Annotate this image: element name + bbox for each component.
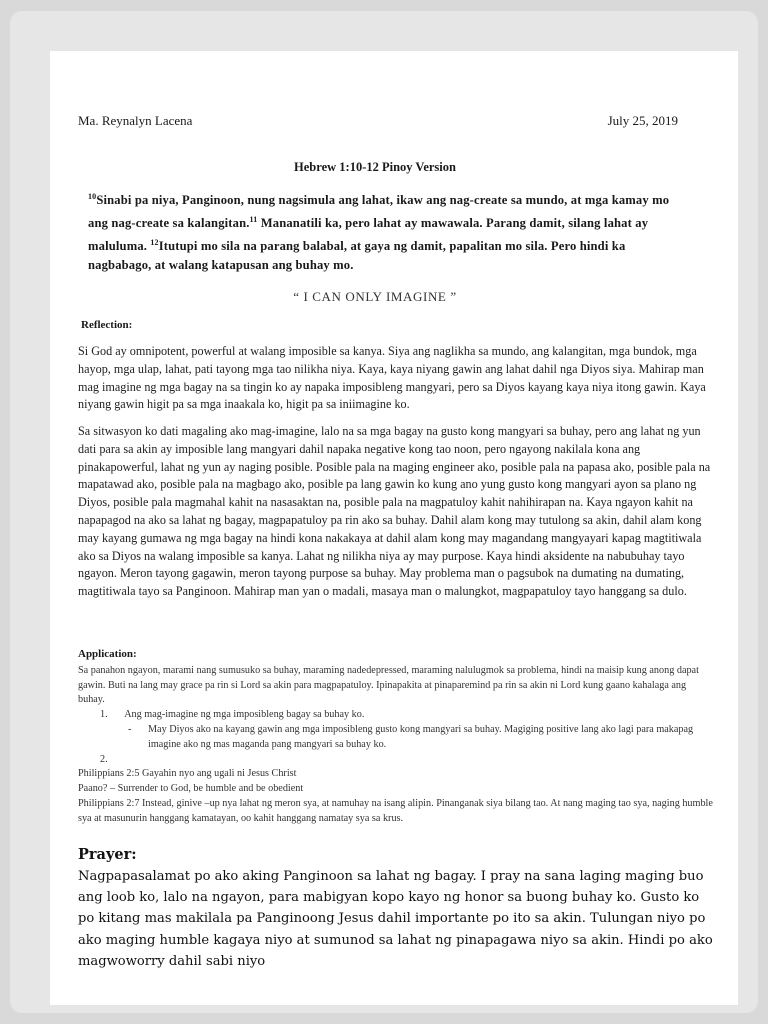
sub-item-text: May Diyos ako na kayang gawin ang mga imposibleng gusto kong mangyari sa buhay. Magiging positive lang ako lagi para makapag imagine ako ng mas maganda pang mangyari sa buhay ko. (148, 724, 694, 750)
document-date: July 25, 2019 (607, 113, 678, 128)
reflection-paragraph-1: Si God ay omnipotent, powerful at walang imposible sa kanya. Siya ang naglikha sa mundo, ang kalangitan, mga bundok, mga hayop, mga ulap, lahat, pati tayong mga tao nilikha niya. Kaya, kaya niyang gawin ang lahat dahil nga Diyos siya. Mahirap man mag imagine ng mga bagay na sa tingin ko ay napaka imposibleng mangyari, pero sa Diyos kayang kaya niya itong gawin. Kaya niyang gawin higit pa sa mga inaakala ko, higit pa sa iniimagine ko. (78, 344, 706, 412)
verse-title: Hebrew 1:10-12 Pinoy Version (294, 160, 456, 174)
verse-number-11: 11 (249, 215, 258, 224)
application-label: Application: (78, 648, 137, 660)
verse-10: Sinabi pa niya, Panginoon, nung nagsimula ang lahat, ikaw ang nag-create sa mundo, at mga kamay mo ang nag-create sa kalangitan. (88, 193, 670, 230)
list-item-text: Ang mag-imagine ng mga imposibleng bagay sa buhay ko. (124, 709, 365, 720)
prayer-label: Prayer: (78, 846, 137, 863)
application-item-2: 2. (100, 754, 108, 765)
document-frame (10, 11, 758, 1013)
list-dash: - (128, 724, 132, 735)
philippians-2-7: Philippians 2:7 Instead, ginive –up nya lahat ng meron sya, at namuhay na isang alipin. Pinanganak siya bilang tao. At nang maging tao sya, naging humble sya at masunurin hanggang kamatayan, oo kahit hanggang namatay sya sa krus. (78, 798, 713, 824)
document-page (50, 51, 738, 1005)
reflection-label: Reflection: (81, 319, 133, 331)
song-title: “ I CAN ONLY IMAGINE ” (293, 289, 457, 304)
verse-text (88, 187, 682, 275)
verse-number-12: 12 (150, 238, 159, 247)
philippians-2-5: Philippians 2:5 Gayahin nyo ang ugali ni Jesus Christ (78, 768, 297, 779)
paano-line: Paano? – Surrender to God, be humble and be obedient (78, 783, 304, 794)
author-name: Ma. Reynalyn Lacena (78, 113, 193, 128)
verse-number-10: 10 (88, 192, 97, 201)
application-intro: Sa panahon ngayon, marami nang sumusuko sa buhay, maraming nadedepressed, maraming nalulugmok sa problema, hindi na maisip kung anong dapat gawin. Buti na lang may grace pa rin si Lord sa akin para magpapatuloy. Ipinapakita at pinaparemind pa rin sa akin ni Lord kung gaano kahalaga ang buhay. (78, 665, 699, 706)
header-row (78, 113, 678, 129)
verse-12: Itutupi mo sila na parang balabal, at gaya ng damit, papalitan mo sila. Pero hindi ka nagbabago, at walang katapusan ang buhay mo. (88, 239, 626, 272)
verse-11: Mananatili ka, pero lahat ay mawawala. Parang damit, silang lahat ay maluluma. (88, 216, 649, 253)
reflection-paragraph-2: Sa sitwasyon ko dati magaling ako mag-imagine, lalo na sa mga bagay na gusto kong mangyari sa buhay, pero ang lahat ng yun dati para sa akin ay imposible lang mangyari dahil napaka negative kong tao noon, pero ngayong nakilala kona ang pinakapowerful, lahat ng yun ay naging posible. Posible pala na maging engineer ako, posible pala na papasa ako, posible pala na mapatawad ako, posible pala na magbago ako, posible pa lang gawin ko kung ano yung gusto kong mangyari ayon sa plano ng Diyos, posible pala magmahal kahit na nasasaktan na, posible pala na magpatuloy kahit nahihirapan na. Kaya ngayon kahit na napapagod na ako sa lahat ng bagay, magpapatuloy pa rin ako sa buhay. Dahil alam kong may tutulong sa akin, dahil alam kong may kayang gumawa ng mga bagay na hindi kona nakakaya at dahil alam kong may magandang mangyayari kapag magtitiwala ako sa Diyos na walang imposible sa kanya. Lahat ng nilikha niya ay may purpose. Kaya hindi aksidente na nabubuhay tayo ngayon. Meron tayong gagawin, meron tayong purpose sa buhay. May problema man o pagsubok na dumating na dumating, magtitiwala tayo sa Panginoon. Mahirap man yan o madali, masaya man o malungkot, magpapatuloy tayo hanggang sa dulo. (78, 424, 711, 599)
prayer-text: Nagpapasalamat po ako aking Panginoon sa lahat ng bagay. I pray na sana laging maging buo ang loob ko, lalo na ngayon, para mabigyan kopo kayo ng honor sa buong buhay ko. Gusto ko po kitang mas makilala pa Panginoong Jesus dahil importante po ito sa akin. Tulungan niyo po ako maging humble kagaya niyo at sumunod sa lahat ng pinapagawa niyo sa akin. Hindi po ako magwoworry dahil sabi niyo (78, 869, 713, 969)
application-item-1 (100, 708, 700, 723)
list-number: 1. (100, 709, 108, 720)
